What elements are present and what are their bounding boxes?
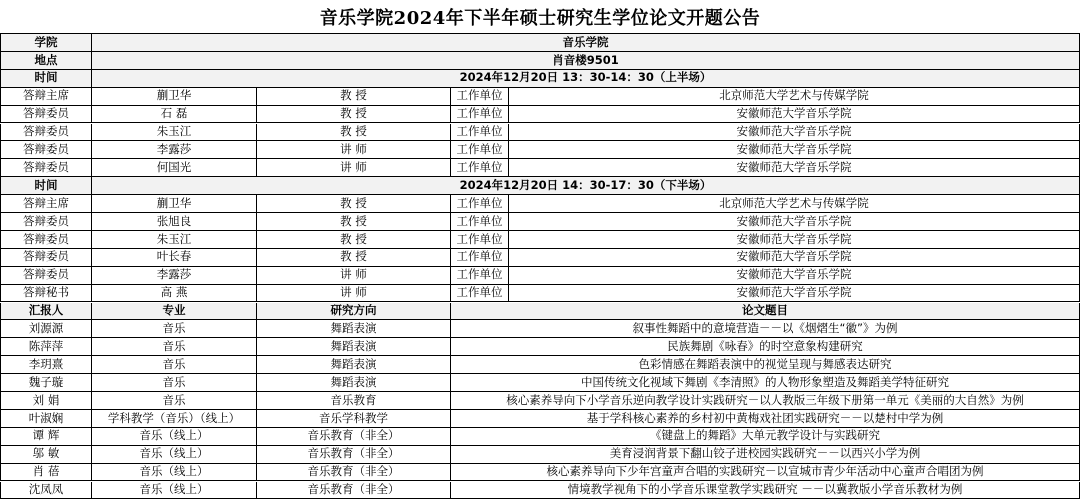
member-title: 教 授: [256, 88, 450, 105]
reporter-name: 刘源源: [0, 320, 91, 337]
reporter-name: 邬 敏: [0, 446, 91, 463]
reporter-direction: 音乐教育（非全）: [256, 428, 450, 445]
unit-label: 工作单位: [450, 249, 508, 266]
info-value: 音乐学院: [91, 34, 1080, 51]
info-label: 时间: [0, 177, 91, 194]
reporter-name: 刘 娟: [0, 392, 91, 409]
member-role: 答辩主席: [0, 88, 91, 105]
reporter-topic: 核心素养导向下少年宫童声合唱的实践研究－以宣城市青少年活动中心童声合唱团为例: [450, 464, 1080, 481]
reporter-direction: 音乐教育（非全）: [256, 464, 450, 481]
reporter-major: 音乐（线上）: [91, 446, 256, 463]
reporter-direction: 舞蹈表演: [256, 356, 450, 373]
reporter-direction: 舞蹈表演: [256, 320, 450, 337]
reporter-row: [0, 320, 1080, 338]
reporter-name: 谭 辉: [0, 428, 91, 445]
reporter-row: [0, 356, 1080, 374]
col-header-topic: 论文题目: [450, 303, 1080, 320]
committee-row: [0, 267, 1080, 285]
member-unit: 北京师范大学艺术与传媒学院: [508, 195, 1080, 212]
member-name: 蒯卫华: [91, 195, 256, 212]
reporter-row: [0, 446, 1080, 464]
unit-label: 工作单位: [450, 88, 508, 105]
info-value: 2024年12月20日 14：30-17：30（下半场）: [91, 177, 1080, 194]
reporter-major: 音乐: [91, 374, 256, 391]
reporter-row: [0, 392, 1080, 410]
member-title: 教 授: [256, 231, 450, 248]
member-role: 答辩委员: [0, 249, 91, 266]
member-unit: 安徽师范大学音乐学院: [508, 249, 1080, 266]
reporter-major: 音乐: [91, 338, 256, 355]
reporter-major: 音乐: [91, 320, 256, 337]
member-unit: 安徽师范大学音乐学院: [508, 141, 1080, 158]
reporter-major: 音乐（线上）: [91, 464, 256, 481]
member-name: 高 燕: [91, 285, 256, 302]
unit-label: 工作单位: [450, 195, 508, 212]
reporter-major: 音乐（线上）: [91, 428, 256, 445]
member-title: 讲 师: [256, 159, 450, 176]
reporter-direction: 舞蹈表演: [256, 338, 450, 355]
info-row: [0, 52, 1080, 70]
reporter-topic: 中国传统文化视域下舞剧《李清照》的人物形象塑造及舞蹈美学特征研究: [450, 374, 1080, 391]
member-role: 答辩委员: [0, 231, 91, 248]
member-name: 蒯卫华: [91, 88, 256, 105]
member-title: 教 授: [256, 124, 450, 141]
info-value: 肖音楼9501: [91, 52, 1080, 69]
member-unit: 安徽师范大学音乐学院: [508, 159, 1080, 176]
unit-label: 工作单位: [450, 141, 508, 158]
committee-row: [0, 195, 1080, 213]
info-label: 地点: [0, 52, 91, 69]
member-name: 朱玉江: [91, 124, 256, 141]
member-name: 朱玉江: [91, 231, 256, 248]
member-unit: 安徽师范大学音乐学院: [508, 106, 1080, 123]
reporter-row: [0, 428, 1080, 446]
reporter-topic: 美育浸润背景下翻山铰子进校园实践研究－－以西兴小学为例: [450, 446, 1080, 463]
unit-label: 工作单位: [450, 231, 508, 248]
member-unit: 安徽师范大学音乐学院: [508, 285, 1080, 302]
col-header-name: 汇报人: [0, 303, 91, 320]
unit-label: 工作单位: [450, 213, 508, 230]
committee-row: [0, 88, 1080, 106]
info-row: [0, 70, 1080, 88]
reporter-direction: 音乐学科教学: [256, 410, 450, 427]
reporter-major: 音乐: [91, 356, 256, 373]
reporter-direction: 音乐教育（非全）: [256, 482, 450, 499]
reporter-name: 叶淑娴: [0, 410, 91, 427]
member-unit: 北京师范大学艺术与传媒学院: [508, 88, 1080, 105]
info-label: 学院: [0, 34, 91, 51]
committee-row: [0, 124, 1080, 142]
member-name: 石 磊: [91, 106, 256, 123]
member-unit: 安徽师范大学音乐学院: [508, 213, 1080, 230]
reporter-major: 学科教学（音乐）（线上）: [91, 410, 256, 427]
member-unit: 安徽师范大学音乐学院: [508, 267, 1080, 284]
member-name: 李露莎: [91, 267, 256, 284]
reporter-topic: 叙事性舞蹈中的意境营造－－以《烟熠生“徽”》为例: [450, 320, 1080, 337]
reporter-major: 音乐: [91, 392, 256, 409]
committee-row: [0, 249, 1080, 267]
unit-label: 工作单位: [450, 285, 508, 302]
member-role: 答辩委员: [0, 267, 91, 284]
reporter-row: [0, 482, 1080, 499]
member-role: 答辩委员: [0, 124, 91, 141]
reporter-row: [0, 338, 1080, 356]
member-role: 答辩委员: [0, 159, 91, 176]
reporter-topic: 民族舞剧《咏春》的时空意象构建研究: [450, 338, 1080, 355]
info-label: 时间: [0, 70, 91, 87]
reporter-direction: 音乐教育（非全）: [256, 446, 450, 463]
reporter-name: 肖 蓓: [0, 464, 91, 481]
member-title: 教 授: [256, 213, 450, 230]
info-row: [0, 34, 1080, 52]
reporter-name: 李玥熹: [0, 356, 91, 373]
unit-label: 工作单位: [450, 159, 508, 176]
committee-row: [0, 231, 1080, 249]
member-role: 答辩主席: [0, 195, 91, 212]
member-unit: 安徽师范大学音乐学院: [508, 124, 1080, 141]
member-title: 讲 师: [256, 267, 450, 284]
reporter-topic: 色彩情感在舞蹈表演中的视觉呈现与舞感表达研究: [450, 356, 1080, 373]
unit-label: 工作单位: [450, 106, 508, 123]
committee-row: [0, 106, 1080, 124]
reporter-major: 音乐（线上）: [91, 482, 256, 499]
reporter-name: 魏子璇: [0, 374, 91, 391]
reporter-direction: 音乐教育: [256, 392, 450, 409]
member-title: 讲 师: [256, 141, 450, 158]
reporter-row: [0, 410, 1080, 428]
member-title: 讲 师: [256, 285, 450, 302]
member-role: 答辩秘书: [0, 285, 91, 302]
col-header-major: 专业: [91, 303, 256, 320]
member-role: 答辩委员: [0, 213, 91, 230]
committee-row: [0, 213, 1080, 231]
reporters-header-row: [0, 303, 1080, 321]
reporter-row: [0, 374, 1080, 392]
info-row: [0, 177, 1080, 195]
unit-label: 工作单位: [450, 267, 508, 284]
reporter-name: 沈凤凤: [0, 482, 91, 499]
member-name: 张旭良: [91, 213, 256, 230]
col-header-direction: 研究方向: [256, 303, 450, 320]
member-role: 答辩委员: [0, 141, 91, 158]
committee-row: [0, 285, 1080, 303]
member-name: 李露莎: [91, 141, 256, 158]
member-title: 教 授: [256, 249, 450, 266]
committee-row: [0, 141, 1080, 159]
member-title: 教 授: [256, 195, 450, 212]
member-title: 教 授: [256, 106, 450, 123]
reporter-row: [0, 464, 1080, 482]
reporter-topic: 核心素养导向下小学音乐逆向教学设计实践研究－以人教版三年级下册第一单元《美丽的大自然》为例: [450, 392, 1080, 409]
reporter-topic: 《键盘上的舞蹈》大单元教学设计与实践研究: [450, 428, 1080, 445]
reporter-name: 陈萍萍: [0, 338, 91, 355]
reporter-topic: 情境教学视角下的小学音乐课堂教学实践研究 －－以冀教版小学音乐教材为例: [450, 482, 1080, 499]
info-value: 2024年12月20日 13：30-14：30（上半场）: [91, 70, 1080, 87]
page-title: 音乐学院2024年下半年硕士研究生学位论文开题公告: [0, 0, 1080, 34]
member-name: 叶长春: [91, 249, 256, 266]
unit-label: 工作单位: [450, 124, 508, 141]
member-unit: 安徽师范大学音乐学院: [508, 231, 1080, 248]
member-name: 何国光: [91, 159, 256, 176]
reporter-topic: 基于学科核心素养的乡村初中黄梅戏社团实践研究－－以楚村中学为例: [450, 410, 1080, 427]
member-role: 答辩委员: [0, 106, 91, 123]
committee-row: [0, 159, 1080, 177]
reporter-direction: 舞蹈表演: [256, 374, 450, 391]
